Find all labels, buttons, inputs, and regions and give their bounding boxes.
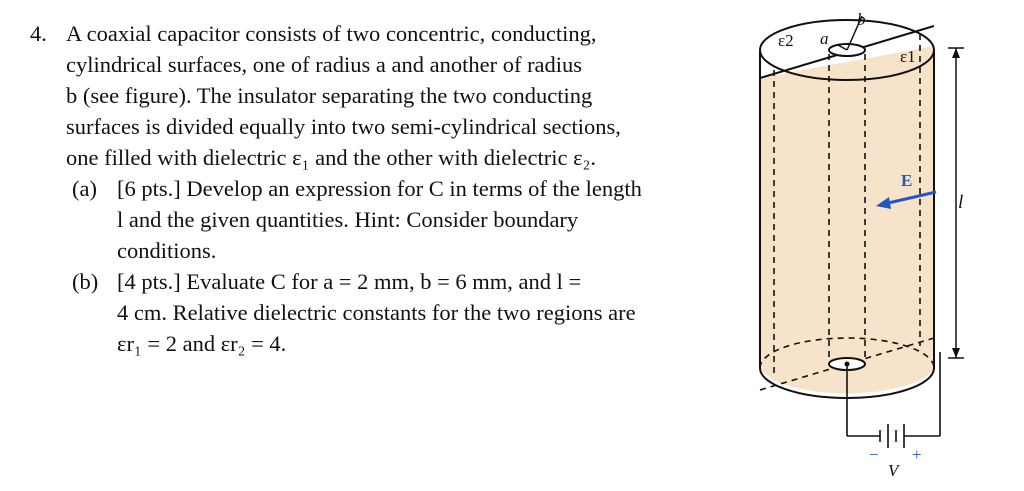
figure-svg: [748, 6, 1008, 488]
intro-line-2: cylindrical surfaces, one of radius a and another of radius: [66, 52, 583, 77]
label-b: b: [857, 10, 866, 29]
length-arrow-bottom: [952, 348, 960, 358]
part-a-line-1: [6 pts.] Develop an expression for C in terms of the length: [117, 176, 642, 201]
label-plus: +: [912, 445, 922, 464]
intro-line-1: A coaxial capacitor consists of two concentric, conducting,: [66, 21, 597, 46]
part-a-line-2: l and the given quantities. Hint: Consider boundary: [117, 207, 579, 232]
intro-line-5: one filled with dielectric ε₁ and the other with dielectric ε₂.: [66, 145, 597, 170]
part-b-line-3: εr₁ = 2 and εr₂ = 4.: [117, 331, 287, 356]
label-eps2: ε2: [778, 31, 794, 50]
part-a-label: (a): [72, 176, 97, 201]
coaxial-capacitor-figure: [748, 6, 1008, 488]
part-b-label: (b): [72, 269, 99, 294]
part-b-line-2: 4 cm. Relative dielectric constants for the two regions are: [117, 300, 636, 325]
part-b-line-1: [4 pts.] Evaluate C for a = 2 mm, b = 6 mm, and l =: [117, 269, 582, 294]
label-eps1: ε1: [900, 47, 916, 66]
label-V: V: [888, 461, 899, 480]
dielectric-1-region: [760, 46, 935, 393]
label-E: E: [901, 171, 913, 190]
label-minus: −: [869, 445, 879, 464]
intro-line-3: b (see figure). The insulator separating the two conducting: [66, 83, 593, 108]
inner-bottom-center: [845, 362, 850, 367]
intro-line-4: surfaces is divided equally into two semi-cylindrical sections,: [66, 114, 621, 139]
problem-number: 4.: [30, 21, 47, 46]
label-a: a: [820, 29, 829, 48]
label-l: l: [958, 192, 964, 213]
part-a-line-3: conditions.: [117, 238, 217, 263]
length-arrow-top: [952, 48, 960, 58]
